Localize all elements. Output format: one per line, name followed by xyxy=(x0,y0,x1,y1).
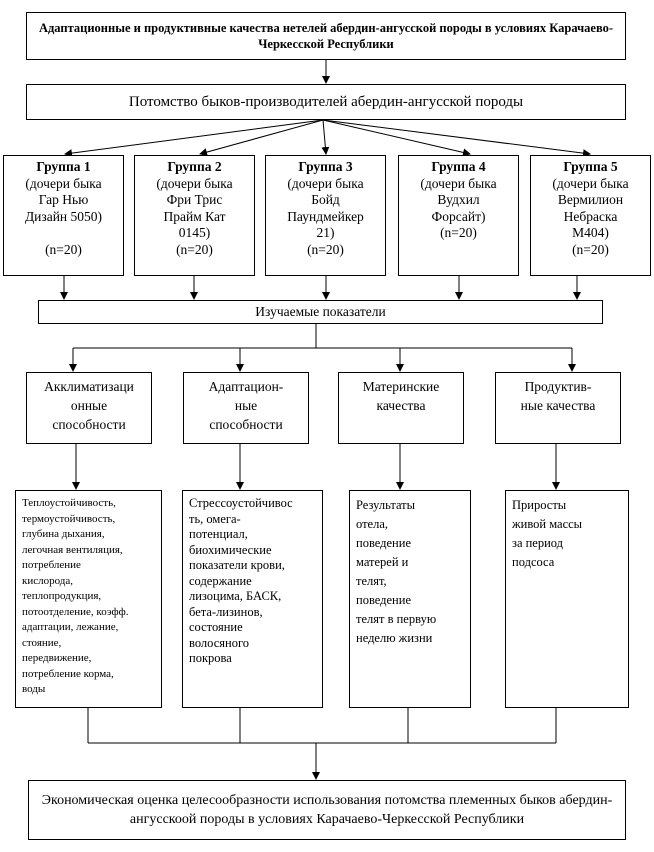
group-name: Группа 3 xyxy=(298,159,353,174)
details-adaptation: Стрессоустойчивос ть, омега- потенциал, биохимические показатели крови, содержание лизоцима, БАСК, бета-лизинов, состояние волосяного покрова xyxy=(182,490,323,708)
details-maternal: Результаты отела, поведение матерей и телят, поведение телят в первую неделю жизни xyxy=(349,490,471,708)
group-1-box xyxy=(3,155,124,276)
group-name: Группа 5 xyxy=(563,159,618,174)
category-adaptation: Адаптацион- ные способности xyxy=(183,372,309,444)
group-5-box xyxy=(530,155,651,276)
group-2-box xyxy=(134,155,255,276)
group-name: Группа 2 xyxy=(167,159,222,174)
details-productive: Приросты живой массы за период подсоса xyxy=(505,490,629,708)
group-description: (дочери быка Вудхил Форсайт) (n=20) xyxy=(420,175,497,240)
group-name: Группа 4 xyxy=(431,159,486,174)
category-maternal: Материнские качества xyxy=(338,372,464,444)
category-productive: Продуктив- ные качества xyxy=(495,372,621,444)
category-acclimatization: Акклиматизаци онные способности xyxy=(26,372,152,444)
group-name: Группа 1 xyxy=(36,159,91,174)
offspring-box: Потомство быков-производителей абердин-ангусской породы xyxy=(26,84,626,120)
indicators-box: Изучаемые показатели xyxy=(38,300,603,324)
group-description: (дочери быка Вермилион Небраска M404) (n=20) xyxy=(552,175,629,257)
details-acclimatization: Теплоустойчивость, термоустойчивость, глубина дыхания, легочная вентиляция, потребление кислорода, теплопродукция, потоотделение, коэфф. адаптации, лежание, стояние, передвижение, потребление корма, воды xyxy=(15,490,162,708)
diagram-title: Адаптационные и продуктивные качества нетелей абердин-ангусской породы в условиях Карачаево-Черкесской Республики xyxy=(26,12,626,60)
group-3-box xyxy=(265,155,386,276)
final-evaluation-box: Экономическая оценка целесообразности использования потомства племенных быков абердин-ангусскоой породы в условиях Карачаево-Черкесской Республики xyxy=(28,780,626,840)
group-description: (дочери быка Гар Нью Дизайн 5050) (n=20) xyxy=(24,175,103,257)
group-description: (дочери быка Фри Трис Прайм Кат 0145) (n=20) xyxy=(156,175,233,257)
group-description: (дочери быка Бойд Паундмейкер 21) (n=20) xyxy=(287,175,364,257)
group-4-box xyxy=(398,155,519,276)
